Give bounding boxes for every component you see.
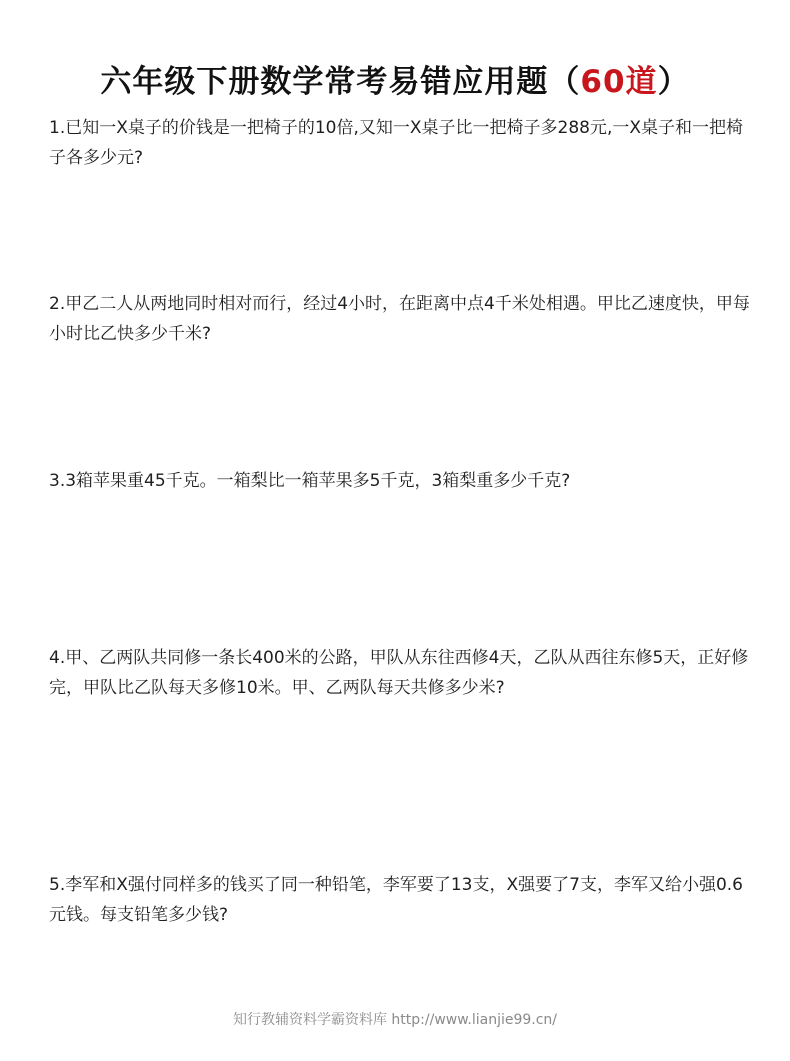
- question-4: 4.甲、乙两队共同修一条长400米的公路，甲队从东往西修4天，乙队从西往东修5天，正好修完，甲队比乙队每天多修10米。甲、乙两队每天共修多少米?: [49, 648, 749, 698]
- question-2: 2.甲乙二人从两地同时相对而行，经过4小时，在距离中点4千米处相遇。甲比乙速度快，甲每小时比乙快多少千米?: [49, 294, 750, 344]
- title-main: 六年级下册数学常考易错应用题: [100, 64, 549, 100]
- question-3: 3.3箱苹果重45千克。一箱梨比一箱苹果多5千克，3箱梨重多少千克?: [49, 471, 571, 491]
- footer-source: 知行教辅资料学霸资料库 http://www.lianjie99.cn/: [232, 1012, 558, 1028]
- title-count: 60道: [580, 64, 658, 100]
- question-5: 5.李军和X强付同样多的钱买了同一种铅笔，李军要了13支，X强要了7支，李军又给小强0.6元钱。每支铅笔多少钱?: [49, 875, 743, 925]
- title-paren-open: （: [548, 64, 581, 100]
- page-title: [0, 60, 790, 104]
- title-paren-close: ）: [657, 64, 690, 100]
- question-1: 1.已知一X桌子的价钱是一把椅子的10倍,又知一X桌子比一把椅子多288元,一X桌子和一把椅子各多少元?: [49, 118, 744, 168]
